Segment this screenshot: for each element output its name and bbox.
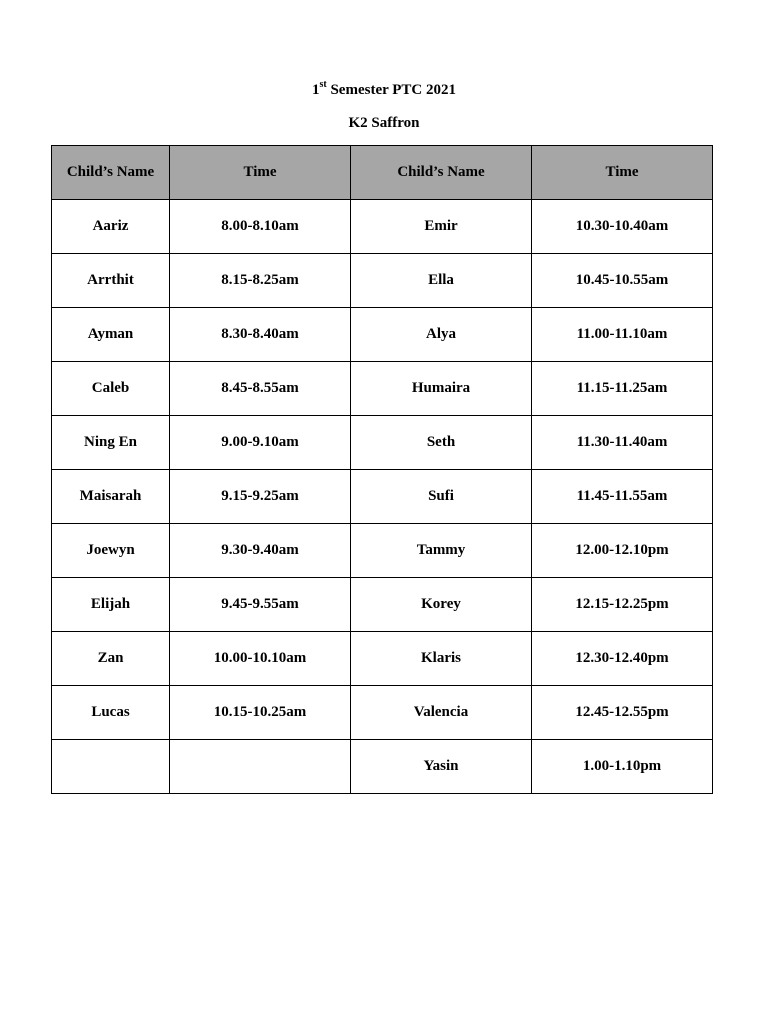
child-name-cell: Arrthit (52, 254, 170, 308)
time-cell (170, 740, 351, 794)
header-childs-name-right: Child’s Name (351, 146, 532, 200)
time-cell: 8.45-8.55am (170, 362, 351, 416)
time-cell: 11.15-11.25am (532, 362, 713, 416)
time-cell: 12.00-12.10pm (532, 524, 713, 578)
time-cell: 9.45-9.55am (170, 578, 351, 632)
document-title (0, 81, 768, 99)
table-row (52, 524, 713, 578)
child-name-cell: Ning En (52, 416, 170, 470)
time-cell: 10.45-10.55am (532, 254, 713, 308)
child-name-cell: Elijah (52, 578, 170, 632)
table-row (52, 416, 713, 470)
time-cell: 9.15-9.25am (170, 470, 351, 524)
child-name-cell: Klaris (351, 632, 532, 686)
time-cell: 10.15-10.25am (170, 686, 351, 740)
child-name-cell: Ella (351, 254, 532, 308)
time-cell: 9.00-9.10am (170, 416, 351, 470)
time-cell: 8.30-8.40am (170, 308, 351, 362)
child-name-cell: Emir (351, 200, 532, 254)
child-name-cell: Korey (351, 578, 532, 632)
time-cell: 8.00-8.10am (170, 200, 351, 254)
header-time-right: Time (532, 146, 713, 200)
time-cell: 12.15-12.25pm (532, 578, 713, 632)
time-cell: 11.30-11.40am (532, 416, 713, 470)
header-childs-name-left: Child’s Name (52, 146, 170, 200)
header-time-left: Time (170, 146, 351, 200)
child-name-cell: Joewyn (52, 524, 170, 578)
table-row (52, 200, 713, 254)
child-name-cell: Maisarah (52, 470, 170, 524)
child-name-cell: Alya (351, 308, 532, 362)
child-name-cell: Zan (52, 632, 170, 686)
time-cell: 11.45-11.55am (532, 470, 713, 524)
time-cell: 11.00-11.10am (532, 308, 713, 362)
time-cell: 12.30-12.40pm (532, 632, 713, 686)
title-ordinal-suffix: st (319, 79, 327, 90)
child-name-cell (52, 740, 170, 794)
time-cell: 8.15-8.25am (170, 254, 351, 308)
time-cell: 9.30-9.40am (170, 524, 351, 578)
title-text: Semester PTC 2021 (326, 82, 456, 98)
table-row (52, 686, 713, 740)
time-cell: 10.00-10.10am (170, 632, 351, 686)
child-name-cell: Tammy (351, 524, 532, 578)
time-cell: 12.45-12.55pm (532, 686, 713, 740)
child-name-cell: Humaira (351, 362, 532, 416)
table-row (52, 578, 713, 632)
table-header-row (52, 146, 713, 200)
child-name-cell: Aariz (52, 200, 170, 254)
time-cell: 1.00-1.10pm (532, 740, 713, 794)
child-name-cell: Valencia (351, 686, 532, 740)
table-row (52, 362, 713, 416)
title-ordinal-number: 1 (311, 82, 320, 98)
child-name-cell: Yasin (351, 740, 532, 794)
table-row (52, 308, 713, 362)
table-row (52, 740, 713, 794)
table-row (52, 470, 713, 524)
document-subtitle: K2 Saffron (348, 115, 420, 131)
table-row (52, 254, 713, 308)
table-row (52, 632, 713, 686)
child-name-cell: Sufi (351, 470, 532, 524)
ptc-schedule-table (51, 145, 713, 794)
child-name-cell: Seth (351, 416, 532, 470)
child-name-cell: Ayman (52, 308, 170, 362)
child-name-cell: Lucas (52, 686, 170, 740)
child-name-cell: Caleb (52, 362, 170, 416)
time-cell: 10.30-10.40am (532, 200, 713, 254)
